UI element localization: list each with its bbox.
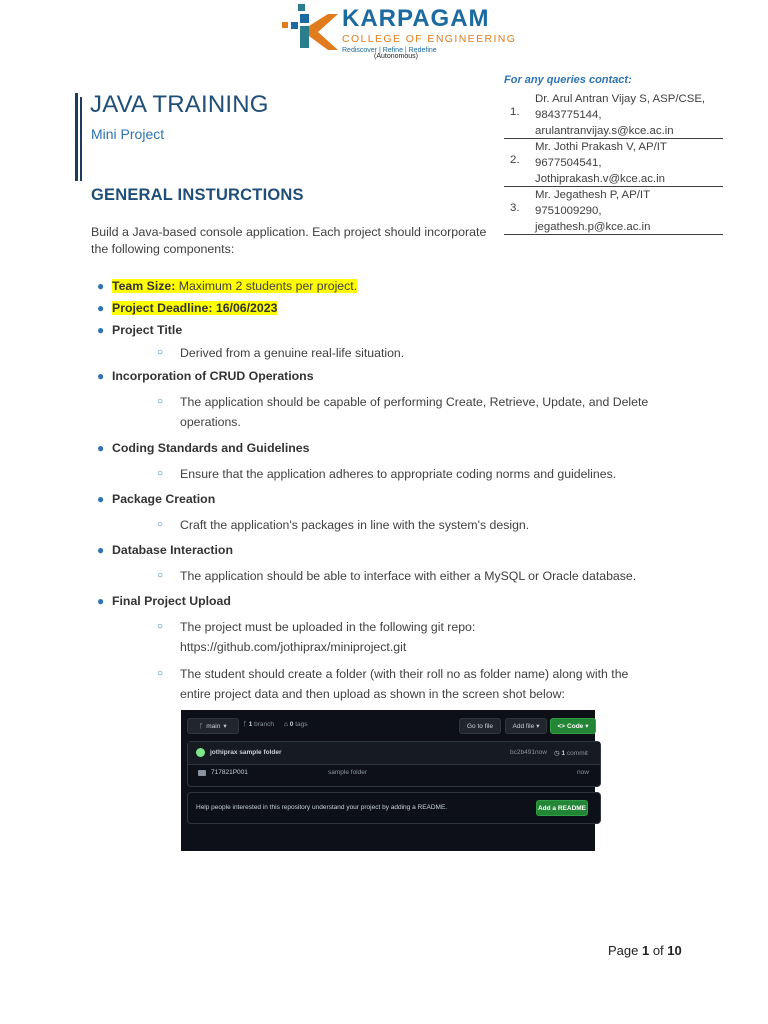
contact-email[interactable]: arulantranvijay.s@kce.ac.in bbox=[535, 125, 674, 137]
contact-phone: 9751009290, bbox=[535, 205, 602, 217]
folder-commit-message[interactable]: sample folder bbox=[328, 769, 368, 776]
sub-item bbox=[97, 464, 657, 491]
upload-label: Final Project Upload bbox=[112, 594, 231, 608]
package-detail: Craft the application's packages in line with the system's design. bbox=[180, 518, 530, 532]
contact-number: 3. bbox=[510, 202, 520, 214]
project-title-label: Project Title bbox=[112, 323, 183, 337]
bullet-icon: ● bbox=[97, 301, 105, 315]
upload-detail: The project must be uploaded in the following git repo: bbox=[180, 620, 476, 634]
readme-prompt-panel bbox=[187, 792, 601, 824]
history-icon: ◷ bbox=[554, 750, 560, 757]
tags-count: 0 bbox=[289, 721, 294, 728]
sub-item bbox=[97, 515, 657, 542]
contacts-heading: For any queries contact: bbox=[504, 74, 632, 86]
avatar bbox=[196, 748, 205, 757]
folder-instruction: The student should create a folder (with their roll no as folder name) along with the entire project data and then upload as shown in the screen shot below: bbox=[180, 667, 629, 701]
sub-item bbox=[97, 664, 657, 704]
list-item-database bbox=[97, 542, 657, 566]
list-item-package bbox=[97, 491, 657, 515]
database-detail: The application should be able to interface with either a MySQL or Oracle database. bbox=[180, 569, 637, 583]
package-label: Package Creation bbox=[112, 492, 216, 506]
contact-phone: 9843775144, bbox=[535, 109, 602, 121]
add-file-label: Add file bbox=[512, 722, 535, 730]
college-name: KARPAGAM bbox=[342, 5, 490, 32]
coding-detail: Ensure that the application adheres to appropriate coding norms and guidelines. bbox=[180, 467, 617, 481]
contact-row bbox=[504, 139, 723, 187]
list-item-crud bbox=[97, 368, 657, 392]
crud-detail: The application should be capable of performing Create, Retrieve, Update, and Delete operations. bbox=[180, 395, 649, 429]
circle-bullet-icon: ○ bbox=[157, 519, 164, 530]
crud-label: Incorporation of CRUD Operations bbox=[112, 369, 314, 383]
tags-link[interactable] bbox=[284, 721, 307, 728]
project-title-detail: Derived from a genuine real-life situation. bbox=[180, 346, 405, 360]
folder-time: now bbox=[577, 769, 589, 776]
chevron-down-icon: ▾ bbox=[223, 723, 227, 730]
commit-word: commit bbox=[566, 750, 588, 757]
contact-row bbox=[504, 187, 723, 235]
file-list-panel bbox=[187, 741, 601, 787]
circle-bullet-icon: ○ bbox=[157, 621, 164, 632]
page-number bbox=[608, 943, 682, 958]
circle-bullet-icon: ○ bbox=[157, 396, 164, 407]
page-of: of bbox=[649, 943, 668, 958]
readme-message: Help people interested in this repository understand your project by adding a README. bbox=[196, 804, 448, 811]
github-repo-screenshot bbox=[181, 710, 595, 851]
commit-message[interactable]: jothiprax sample folder bbox=[210, 749, 282, 756]
folder-icon bbox=[198, 770, 206, 776]
contact-phone: 9677504541, bbox=[535, 157, 602, 169]
repo-link[interactable]: https://github.com/jothiprax/miniproject.git bbox=[180, 640, 407, 654]
list-item-team-size bbox=[97, 278, 657, 300]
sub-item bbox=[97, 392, 657, 440]
coding-label: Coding Standards and Guidelines bbox=[112, 441, 310, 455]
commit-count: 1 bbox=[561, 750, 566, 757]
intro-paragraph: Build a Java-based console application. Each project should incorporate the following components: bbox=[91, 225, 487, 256]
code-label: Code bbox=[567, 722, 584, 730]
branch-icon: ᚴ bbox=[243, 721, 247, 728]
contact-email[interactable]: Jothiprakash.v@kce.ac.in bbox=[535, 173, 665, 185]
commit-time: now bbox=[535, 749, 547, 756]
database-label: Database Interaction bbox=[112, 543, 233, 557]
branches-link[interactable] bbox=[243, 721, 274, 728]
branches-word: branch bbox=[254, 721, 275, 728]
list-item-upload bbox=[97, 593, 657, 617]
chevron-down-icon: ▾ bbox=[585, 723, 589, 730]
chevron-down-icon: ▾ bbox=[536, 723, 540, 730]
list-item-project-title bbox=[97, 322, 657, 343]
document-subtitle: Mini Project bbox=[91, 126, 165, 142]
college-logo bbox=[282, 2, 532, 64]
sub-item bbox=[97, 566, 657, 593]
bullet-icon: ● bbox=[97, 441, 105, 455]
page-current: 1 bbox=[641, 943, 650, 958]
add-file-button[interactable] bbox=[505, 718, 547, 734]
contact-number: 2. bbox=[510, 154, 520, 166]
team-size-label: Team Size: bbox=[112, 279, 176, 293]
circle-bullet-icon: ○ bbox=[157, 468, 164, 479]
bullet-icon: ● bbox=[97, 543, 105, 557]
commits-link[interactable] bbox=[554, 749, 588, 757]
college-subtitle: COLLEGE OF ENGINEERING bbox=[342, 33, 517, 45]
list-item-deadline bbox=[97, 300, 657, 322]
circle-bullet-icon: ○ bbox=[157, 570, 164, 581]
contacts-table bbox=[504, 74, 723, 235]
contact-name: Mr. Jothi Prakash V, AP/IT bbox=[535, 141, 667, 153]
tags-word: tags bbox=[295, 721, 308, 728]
bullet-icon: ● bbox=[97, 323, 105, 337]
code-icon: <> bbox=[557, 722, 566, 730]
add-readme-button[interactable]: Add a README bbox=[536, 800, 588, 816]
page-prefix: Page bbox=[608, 943, 642, 958]
title-accent-bar-inner bbox=[80, 97, 82, 181]
contact-number: 1. bbox=[510, 106, 520, 118]
team-size-value: Maximum 2 students per project. bbox=[175, 279, 358, 293]
branches-count: 1 bbox=[248, 721, 253, 728]
logo-mark-icon bbox=[282, 2, 340, 54]
bullet-icon: ● bbox=[97, 594, 105, 608]
commit-hash[interactable]: bc2b491 bbox=[510, 749, 535, 756]
contact-name: Dr. Arul Antran Vijay S, ASP/CSE, bbox=[535, 93, 706, 105]
tag-icon: ⌂ bbox=[284, 721, 288, 728]
circle-bullet-icon: ○ bbox=[157, 668, 164, 679]
sub-item bbox=[97, 343, 657, 368]
bullet-icon: ● bbox=[97, 369, 105, 383]
instruction-list bbox=[97, 278, 657, 704]
contact-email[interactable]: jegathesh.p@kce.ac.in bbox=[535, 221, 651, 233]
bullet-icon: ● bbox=[97, 492, 105, 506]
branch-icon: ᚴ bbox=[199, 722, 204, 730]
branch-name: main bbox=[206, 722, 221, 730]
circle-bullet-icon: ○ bbox=[157, 347, 164, 358]
contact-name: Mr. Jegathesh P, AP/IT bbox=[535, 189, 651, 201]
folder-name[interactable]: 717821P001 bbox=[211, 769, 248, 776]
bullet-icon: ● bbox=[97, 279, 105, 293]
branch-selector[interactable] bbox=[187, 718, 239, 734]
contact-row bbox=[504, 91, 723, 139]
college-tagline: Rediscover | Refine | Redefine bbox=[342, 47, 437, 54]
title-accent-bar bbox=[75, 93, 78, 181]
section-heading: GENERAL INSTURCTIONS bbox=[91, 186, 304, 204]
deadline-label: Project Deadline: 16/06/2023 bbox=[112, 301, 278, 315]
page-total: 10 bbox=[667, 943, 682, 958]
go-to-file-button[interactable]: Go to file bbox=[459, 718, 501, 734]
sub-item bbox=[97, 617, 657, 664]
college-status: (Autonomous) bbox=[374, 53, 418, 60]
document-title: JAVA TRAINING bbox=[90, 91, 269, 118]
list-item-coding bbox=[97, 440, 657, 464]
code-button[interactable] bbox=[550, 718, 596, 734]
